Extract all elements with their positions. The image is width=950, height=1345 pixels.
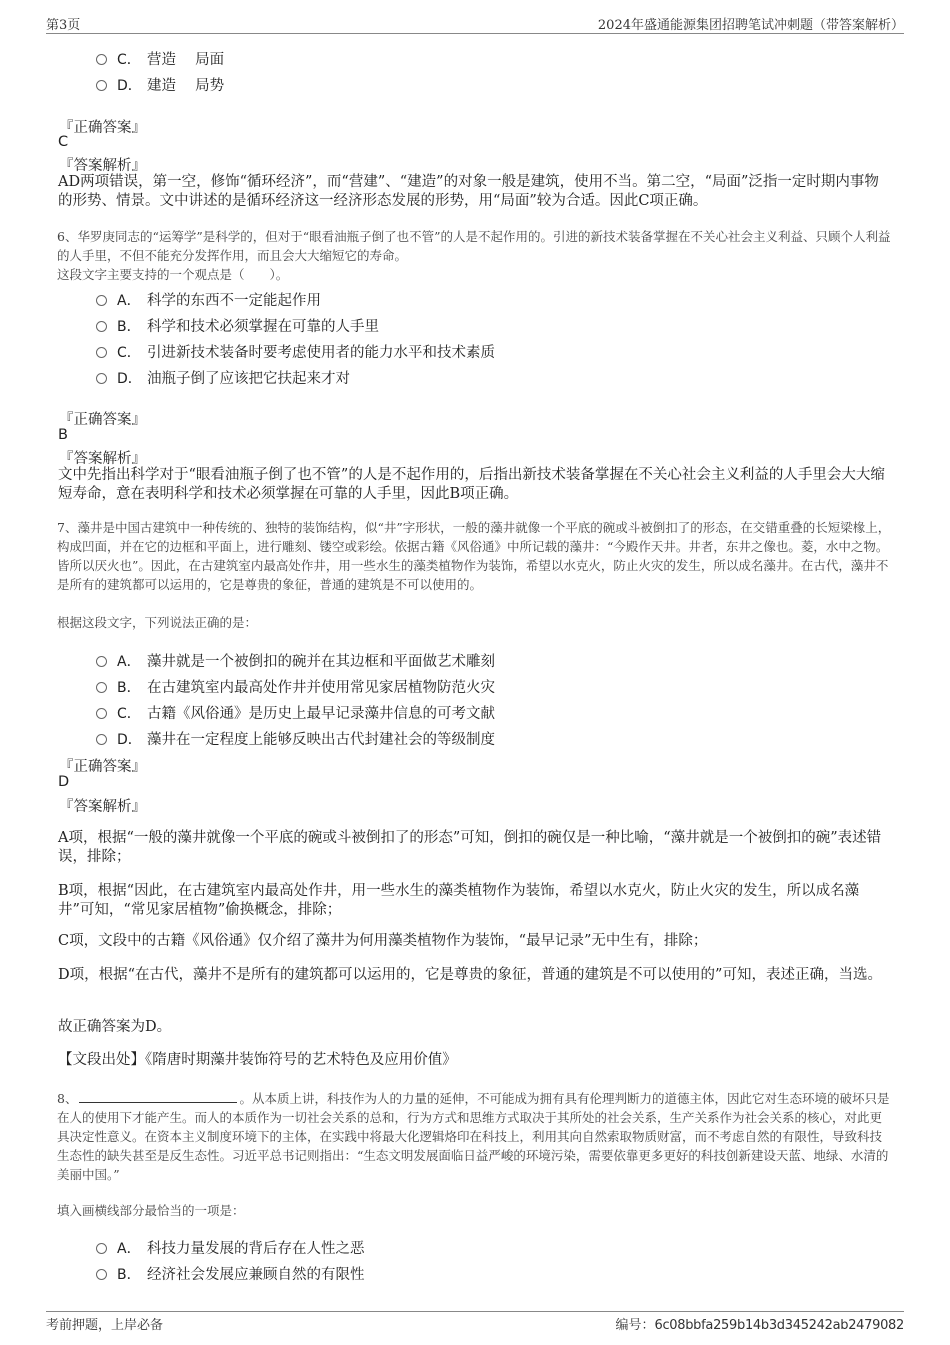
option-text: 科学的东西不一定能起作用 bbox=[147, 293, 321, 309]
q7-option-d[interactable] bbox=[96, 728, 495, 749]
option-text: 藻井在一定程度上能够反映出古代封建社会的等级制度 bbox=[147, 732, 495, 748]
radio-button-icon[interactable] bbox=[96, 373, 107, 384]
q5-option-d[interactable] bbox=[96, 74, 224, 95]
q7-answer: D bbox=[58, 774, 70, 790]
code-value: 6c08bbfa259b14b3d345242ab2479082 bbox=[654, 1318, 904, 1333]
radio-button-icon[interactable] bbox=[96, 708, 107, 719]
page-header bbox=[46, 14, 904, 34]
radio-button-icon[interactable] bbox=[96, 682, 107, 693]
document-title: 2024年盛通能源集团招聘笔试冲刺题（带答案解析） bbox=[597, 18, 904, 33]
option-text: 在古建筑室内最高处作井并使用常见家居植物防范火灾 bbox=[147, 680, 495, 696]
q6-analysis: 文中先指出科学对于“眼看油瓶子倒了也不管”的人是不起作用的，后指出新技术装备掌握在不关心社会主义利益的人手里会大大缩短寿命，意在表明科学和技术必须掌握在可靠的人手里，因此B项正确。 bbox=[58, 467, 885, 502]
radio-button-icon[interactable] bbox=[96, 1243, 107, 1254]
q6-stem: 6、华罗庚同志的“运筹学”是科学的，但对于“眼看油瓶子倒了也不管”的人是不起作用的。引进的新技术装备掌握在不关心社会主义利益、只顾个人利益的人手里，不但不能充分发挥作用，而且会大大缩短它的寿命。 bbox=[57, 229, 891, 263]
option-key: A． bbox=[117, 1241, 141, 1257]
source-title: 《隋唐时期藻井装饰符号的艺术特色及应用价值》 bbox=[145, 1052, 457, 1068]
q8-stem bbox=[57, 1089, 893, 1184]
option-text: 油瓶子倒了应该把它扶起来才对 bbox=[147, 371, 350, 387]
q7-option-c[interactable] bbox=[96, 702, 495, 723]
option-key: C． bbox=[117, 52, 141, 68]
q7-source bbox=[58, 1051, 892, 1070]
option-key: D． bbox=[117, 371, 142, 387]
footer-divider bbox=[46, 1311, 904, 1312]
q6-option-d[interactable] bbox=[96, 367, 350, 388]
q7-analysis-a: A项，根据“一般的藻井就像一个平底的碗或斗被倒扣了的形态”可知，倒扣的碗仅是一种比喻，“藻井就是一个被倒扣的碗”表述错误，排除； bbox=[58, 830, 882, 865]
question-text: 。从本质上讲，科技作为人的力量的延伸，不可能成为拥有具有伦理判断力的道德主体，因此它对生态环境的破坏只是在人的使用下才能产生。而人的本质作为一切社会关系的总和，行为方式和思维方式取决于其所处的社会关系，生产关系作为社会关系的核心，对此更具决定性意义。在资本主义制度环境下的主体，在实践中将最大化逻辑烙印在科技上，利用其向自然索取物质财富，而不考虑自然的有限性，导致科技生态性的缺失甚至是反生态性。习近平总书记则指出：“生态文明发展面临日益严峻的环境污染，需要依靠更多更好的科技创新建设天蓝、地绿、水清的美丽中国。” bbox=[57, 1091, 890, 1182]
option-key: C． bbox=[117, 706, 141, 722]
q6-option-b[interactable] bbox=[96, 315, 379, 336]
option-text: 建造 局势 bbox=[147, 78, 225, 94]
option-key: A． bbox=[117, 293, 141, 309]
option-text: 引进新技术装备时要考虑使用者的能力水平和技术素质 bbox=[147, 345, 495, 361]
q7-analysis-label: 『答案解析』 bbox=[59, 799, 146, 815]
q7-conclusion: 故正确答案为D。 bbox=[58, 1019, 172, 1035]
option-text: 科技力量发展的背后存在人性之恶 bbox=[147, 1241, 365, 1257]
q5-option-c[interactable] bbox=[96, 48, 224, 69]
q7-stem: 7、藻井是中国古建筑中一种传统的、独特的装饰结构，似“井”字形状，一般的藻井就像一个平底的碗或斗被倒扣了的形态，在交错重叠的长短梁椽上，构成凹面，并在它的边框和平面上，进行雕刻、镂空或彩绘。依据古籍《风俗通》中所记载的藻井：“今殿作天井。井者，东井之像也。菱，水中之物。皆所以厌火也”。因此，在古建筑室内最高处作井，用一些水生的藻类植物作为装饰，希望以水克火，防止火灾的发生，所以成名藻井。在古代，藻井不是所有的建筑都可以运用的，它是尊贵的象征，普通的建筑是不可以使用的。 bbox=[57, 520, 891, 592]
option-key: C． bbox=[117, 345, 141, 361]
fill-in-blank bbox=[79, 1090, 237, 1103]
radio-button-icon[interactable] bbox=[96, 321, 107, 332]
radio-button-icon[interactable] bbox=[96, 347, 107, 358]
q6-option-a[interactable] bbox=[96, 289, 321, 310]
q7-option-a[interactable] bbox=[96, 650, 495, 671]
q7-analysis-d: D项，根据“在古代，藻井不是所有的建筑都可以运用的，它是尊贵的象征，普通的建筑是不可以使用的”可知，表述正确，当选。 bbox=[58, 967, 882, 983]
q8-option-b[interactable] bbox=[96, 1263, 365, 1284]
header-divider bbox=[46, 33, 904, 34]
option-text: 科学和技术必须掌握在可靠的人手里 bbox=[147, 319, 379, 335]
page-number: 第3页 bbox=[46, 18, 81, 33]
option-key: B． bbox=[117, 680, 141, 696]
code-label: 编号： bbox=[615, 1318, 655, 1333]
option-text: 古籍《风俗通》是历史上最早记录藻井信息的可考文献 bbox=[147, 706, 495, 722]
q7-option-b[interactable] bbox=[96, 676, 495, 697]
q6-option-c[interactable] bbox=[96, 341, 495, 362]
q6-answer-label: 『正确答案』 bbox=[59, 412, 146, 428]
radio-button-icon[interactable] bbox=[96, 80, 107, 91]
radio-button-icon[interactable] bbox=[96, 656, 107, 667]
question-number: 8、 bbox=[57, 1091, 78, 1106]
q6-prompt: 这段文字主要支持的一个观点是（ ）。 bbox=[57, 267, 289, 282]
option-text: 藻井就是一个被倒扣的碗并在其边框和平面做艺术雕刻 bbox=[147, 654, 495, 670]
q6-analysis-label: 『答案解析』 bbox=[59, 451, 146, 467]
option-text: 营造 局面 bbox=[147, 52, 225, 68]
q5-answer-label: 『正确答案』 bbox=[59, 120, 146, 136]
radio-button-icon[interactable] bbox=[96, 734, 107, 745]
q5-analysis: AD两项错误，第一空，修饰“循环经济”，而“营建”、“建造”的对象一般是建筑，使用不当。第二空，“局面”泛指一定时期内事物的形势、情景。文中讲述的是循环经济这一经济形态发展的形势，用“局面”较为合适。因此C项正确。 bbox=[58, 174, 879, 209]
q8-prompt: 填入画横线部分最恰当的一项是： bbox=[57, 1203, 245, 1218]
document-code bbox=[615, 1314, 904, 1333]
radio-button-icon[interactable] bbox=[96, 1269, 107, 1280]
q6-answer: B bbox=[58, 427, 68, 443]
footer-slogan: 考前押题，上岸必备 bbox=[46, 1318, 164, 1333]
option-text: 经济社会发展应兼顾自然的有限性 bbox=[147, 1267, 365, 1283]
option-key: D． bbox=[117, 78, 142, 94]
q7-prompt: 根据这段文字，下列说法正确的是： bbox=[57, 615, 258, 630]
q8-option-a[interactable] bbox=[96, 1237, 365, 1258]
radio-button-icon[interactable] bbox=[96, 54, 107, 65]
option-key: D． bbox=[117, 732, 142, 748]
q7-analysis-b: B项，根据“因此，在古建筑室内最高处作井，用一些水生的藻类植物作为装饰，希望以水克火，防止火灾的发生，所以成名藻井”可知，“常见家居植物”偷换概念，排除； bbox=[58, 883, 860, 918]
q5-answer: C bbox=[58, 134, 69, 150]
radio-button-icon[interactable] bbox=[96, 295, 107, 306]
option-key: B． bbox=[117, 319, 141, 335]
q7-analysis-c: C项，文段中的古籍《风俗通》仅介绍了藻井为何用藻类植物作为装饰，“最早记录”无中生有，排除； bbox=[58, 933, 708, 949]
option-key: B． bbox=[117, 1267, 141, 1283]
q5-analysis-label: 『答案解析』 bbox=[59, 158, 146, 174]
q7-answer-label: 『正确答案』 bbox=[59, 759, 146, 775]
source-label: 【文段出处】 bbox=[58, 1052, 145, 1068]
option-key: A． bbox=[117, 654, 141, 670]
